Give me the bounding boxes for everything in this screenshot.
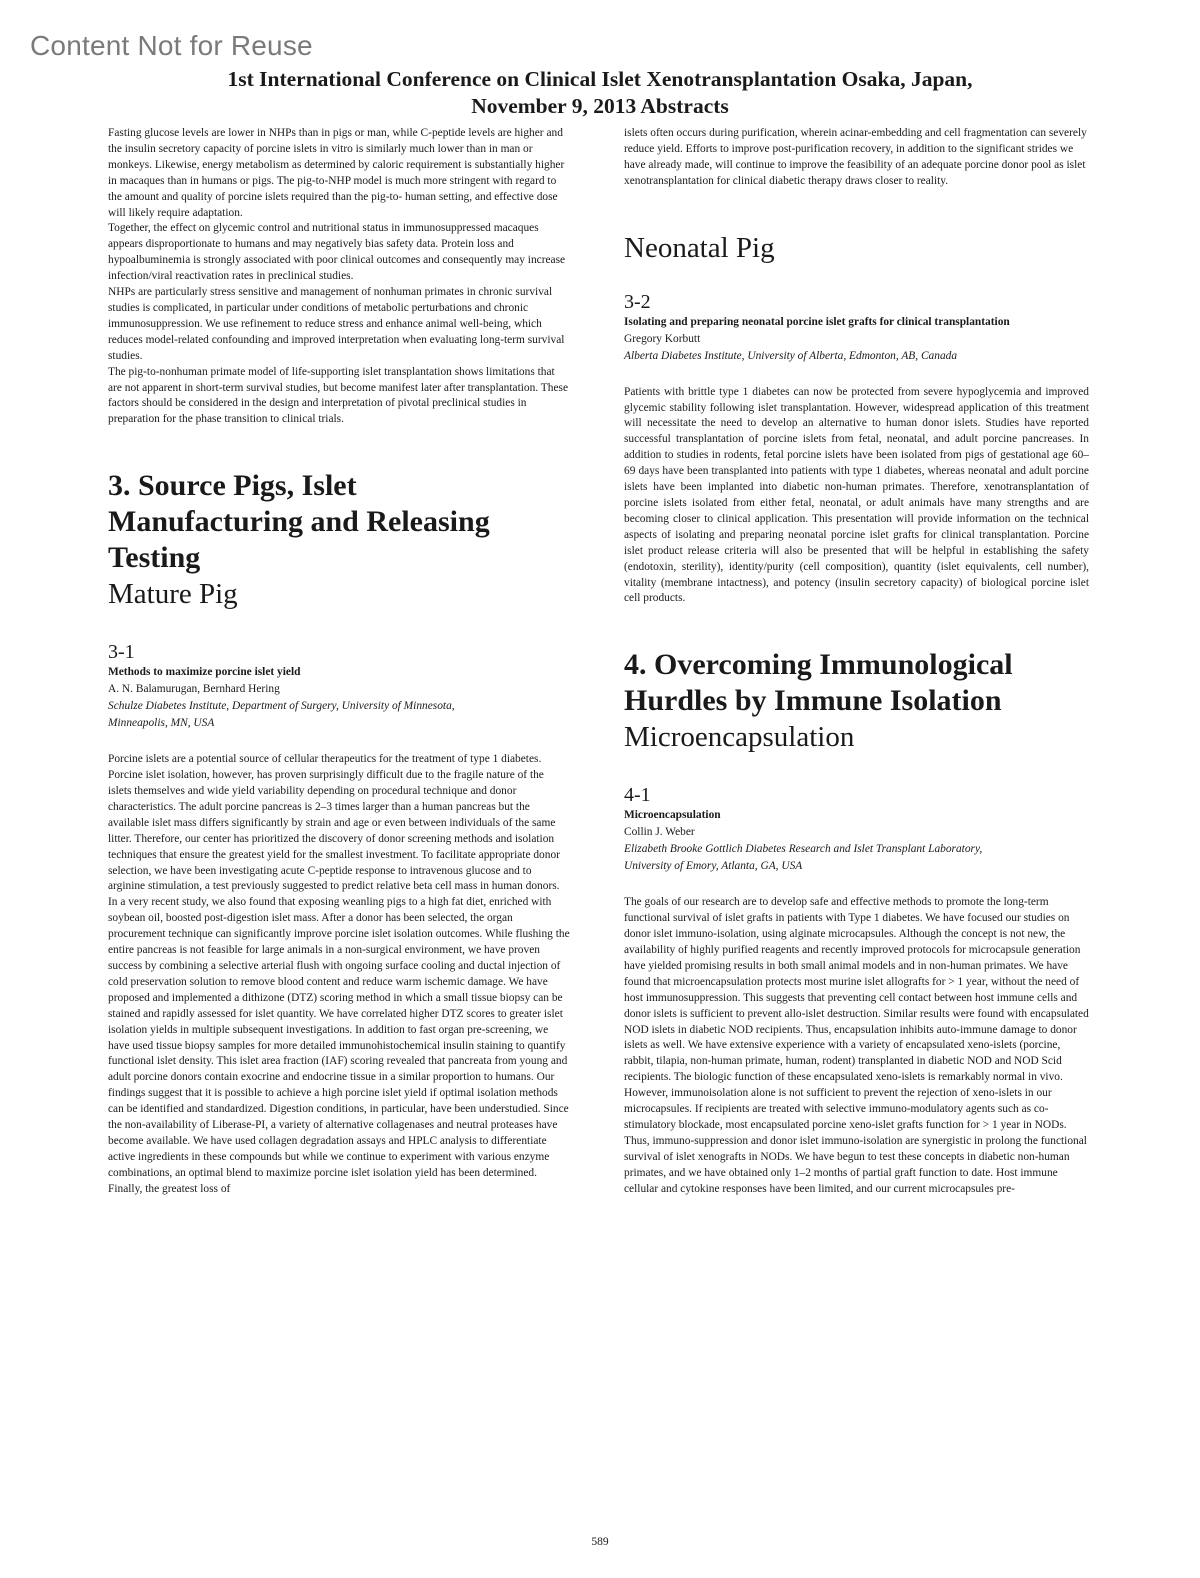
section-3-title-line: 3. Source Pigs, Islet	[108, 469, 357, 503]
section-4-title-line: 4. Overcoming Immunological	[624, 648, 1013, 682]
intro-paragraph: The pig-to-nonhuman primate model of life-supporting islet transplantation shows limitations that are not apparent in short-term survival studies, but become manifest later after transplantation. These factors should be considered in the design and interpretation of pivotal preclinical studies in preparation for the phase transition to clinical trials.	[108, 365, 569, 426]
abstract-body: Patients with brittle type 1 diabetes can now be protected from severe hypoglycemia and improved glycemic stability following islet transplantation. However, widespread application of this treatment will necessitate the need to develop an alternative to human donor islets. Studies have reported successful transplantation of porcine islets from fetal, neonatal, and adult porcine pancreases. In addition to studies in rodents, fetal porcine islets have been isolated from pigs of gestational age 60–69 days have been transplanted into patients with type 1 diabetes, whereas neonatal and adult porcine islets have been implanted into diabetic non-human primates. Therefore, xenotransplantation of porcine islets isolated from either fetal, neonatal, or adult animals have many strengths and are becoming closer to clinical application. This presentation will provide information on the technical aspects of isolating and preparing neonatal porcine islet grafts for clinical transplantation. Porcine islet product release criteria will also be presented that will be helpful in establishing the safety (endotoxin, sterility), identity/purity (cell composition), quantity (islet equivalents, cell number), vitality (membrane intactness), and potency (insulin secretory capacity) of biological porcine islet cell products.	[624, 385, 1089, 605]
conference-title	[60, 66, 1140, 120]
section-4-title-line: Hurdles by Immune Isolation	[624, 684, 1002, 718]
continued-text: islets often occurs during purification, wherein acinar-embedding and cell fragmentation can severely reduce yield. Efforts to improve post-purification recovery, in addition to the significant strides we have already made, will continue to improve the feasibility of an adequate porcine donor pool as islet xenotransplantation for clinical diabetic therapy draws closer to reality.	[624, 127, 1087, 187]
right-column	[624, 126, 1089, 1198]
conference-title-line-1: 1st International Conference on Clinical Islet Xenotransplantation Osaka, Japan,	[227, 67, 973, 91]
abstract-number: 4-1	[624, 784, 651, 807]
abstract-title: Isolating and preparing neonatal porcine islet grafts for clinical transplantation	[624, 315, 1010, 328]
abstract-number: 3-1	[108, 641, 135, 664]
abstract-body: Porcine islets are a potential source of cellular therapeutics for the treatment of type 1 diabetes. Porcine islet isolation, however, has proven surprisingly difficult due to the fragile nature of the islets themselves and wide yield variability depending on procedural technique and donor characteristics. The adult porcine pancreas is 2–3 times larger than a human pancreas but the available islet mass differs significantly by strain and age or even between individuals of the same litter. Therefore, our center has prioritized the discovery of donor screening methods and isolation techniques that ensure the greatest yield for the smallest investment. To facilitate appropriate donor selection, we have been investigating acute C-peptide response to intravenous glucose and to arginine stimulation, a test previously suggested to predict relative beta cell mass in human donors. In a very recent study, we also found that exposing weanling pigs to a high fat diet, enriched with soybean oil, boosted post-digestion islet mass. After a donor has been selected, the organ procurement technique can significantly improve porcine islet isolation outcomes. While flushing the entire pancreas is not feasible for large animals in a non-surgical environment, we have proven success by combining a selective arterial flush with ongoing surface cooling and ductal injection of cold preservation solution to remove blood content and reduce warm ischemic damage. We have proposed and implemented a dithizone (DTZ) scoring method in which a small tissue biopsy can be stained and rapidly assessed for islet quantity. We have correlated higher DTZ scores to greater islet isolation yields in multiple subsequent investigations. In addition to fast organ pre-screening, we have used tissue biopsy samples for more detailed immunohistochemical insulin staining to quantify functional islet density. This islet area fraction (IAF) scoring revealed that pancreata from young and adult porcine donors contain exocrine and endocrine tissue in a similar proportion to humans. Our findings suggest that it is possible to achieve a high porcine islet yield if optimal isolation methods can be identified and standardized. Digestion conditions, in particular, have been understudied. Since the non-availability of Liberase-PI, a variety of alternative collagenases and neutral proteases have become available. We have used collagen degradation assays and HPLC analysis to differentiate active ingredients in these compounds but while we continue to experiment with various enzyme combinations, an optimal blend to maximize porcine islet isolation yield has been determined. Finally, the greatest loss of	[108, 753, 570, 1195]
section-3-title-line: Testing	[108, 541, 201, 575]
abstract-title: Methods to maximize porcine islet yield	[108, 666, 301, 679]
conference-title-line-2: November 9, 2013 Abstracts	[471, 94, 729, 118]
subsection-microencapsulation: Microencapsulation	[624, 721, 855, 754]
abstract-affiliation: University of Emory, Atlanta, GA, USA	[624, 860, 803, 873]
abstract-title: Microencapsulation	[624, 809, 721, 822]
abstract-authors: A. N. Balamurugan, Bernhard Hering	[108, 683, 280, 696]
section-3-title-line: Manufacturing and Releasing	[108, 505, 490, 539]
left-column	[108, 126, 570, 1198]
section-3-title	[108, 468, 570, 576]
section-4-title	[624, 647, 1089, 719]
intro-paragraph: Fasting glucose levels are lower in NHPs than in pigs or man, while C-peptide levels are higher and the insulin secretory capacity of porcine islets in vitro is similarly much lower than in man or monkeys. Likewise, energy metabolism as determined by caloric requirement is substantially higher in macaques than in humans or pigs. The pig-to-NHP model is much more stringent with regard to the amount and quality of porcine islets required than the pig-to- human setting, and effective dose will likely require adaptation.	[108, 127, 565, 219]
intro-paragraph: NHPs are particularly stress sensitive and management of nonhuman primates in chronic survival studies is complicated, in particular under conditions of metabolic perturbations and chronic immunosuppression. We use refinement to reduce stress and enhance animal well-being, which reduces model-related confounding and improved interpretation when evaluating long-term survival studies.	[108, 286, 565, 362]
abstract-affiliation: Elizabeth Brooke Gottlich Diabetes Research and Islet Transplant Laboratory,	[624, 843, 983, 856]
intro-paragraph: Together, the effect on glycemic control and nutritional status in immunosuppressed macaques appears disproportionate to humans and may negatively bias safety data. Protein loss and hypoalbuminemia is strongly associated with poor clinical outcomes and consequently may increase infection/viral reactivation rates in preclinical studies.	[108, 222, 566, 283]
abstract-affiliation: Schulze Diabetes Institute, Department of Surgery, University of Minnesota,	[108, 700, 455, 713]
abstract-authors: Gregory Korbutt	[624, 332, 701, 345]
subsection-neonatal-pig: Neonatal Pig	[624, 231, 775, 264]
abstract-authors: Collin J. Weber	[624, 826, 695, 839]
abstract-number: 3-2	[624, 290, 651, 313]
page-number: 589	[591, 1536, 609, 1548]
abstract-body: The goals of our research are to develop safe and effective methods to promote the long-term functional survival of islet grafts in patients with Type 1 diabetes. We have focused our studies on donor islet immuno-isolation, using alginate microcapsules. Although the concept is not new, the availability of highly purified reagents and recently improved protocols for microcapsule generation have yielded promising results in both small animal models and in non-human primates. We have found that microencapsulation protects most murine islet allografts for > 1 year, without the need of host immunosuppression. This suggests that preventing cell contact between host immune cells and donor islets is sufficient to prevent allo-islet destruction. Similar results were found with encapsulated NOD islets in diabetic NOD recipients. Thus, encapsulation inhibits auto-immune damage to donor islets as well. We have extensive experience with a variety of encapsulated xeno-islets (porcine, rabbit, tilapia, non-human primate, human, rodent) transplanted in diabetic NOD and NOD Scid recipients. The biologic function of these encapsulated xeno-islets is remarkably normal in vivo. However, immunoisolation alone is not sufficient to prevent the rejection of xeno-islets in our microcapsules. If recipients are treated with selective immuno-modulatory agents such as co-stimulatory blockade, most encapsulated porcine xeno-islet grafts function for > 1 year in NODs. Thus, immuno-suppression and donor islet immuno-isolation are synergistic in prolong the functional survival of islet xenografts in NODs. We have begun to test these concepts in diabetic non-human primates, and we have obtained only 1–2 months of partial graft function to date. Host immune cellular and cytokine responses have been limited, and our current microcapsules pre-	[624, 896, 1089, 1195]
abstract-affiliation: Minneapolis, MN, USA	[108, 717, 215, 730]
subsection-mature-pig: Mature Pig	[108, 578, 238, 611]
watermark: Content Not for Reuse	[30, 30, 313, 61]
abstract-affiliation: Alberta Diabetes Institute, University of Alberta, Edmonton, AB, Canada	[624, 349, 958, 362]
